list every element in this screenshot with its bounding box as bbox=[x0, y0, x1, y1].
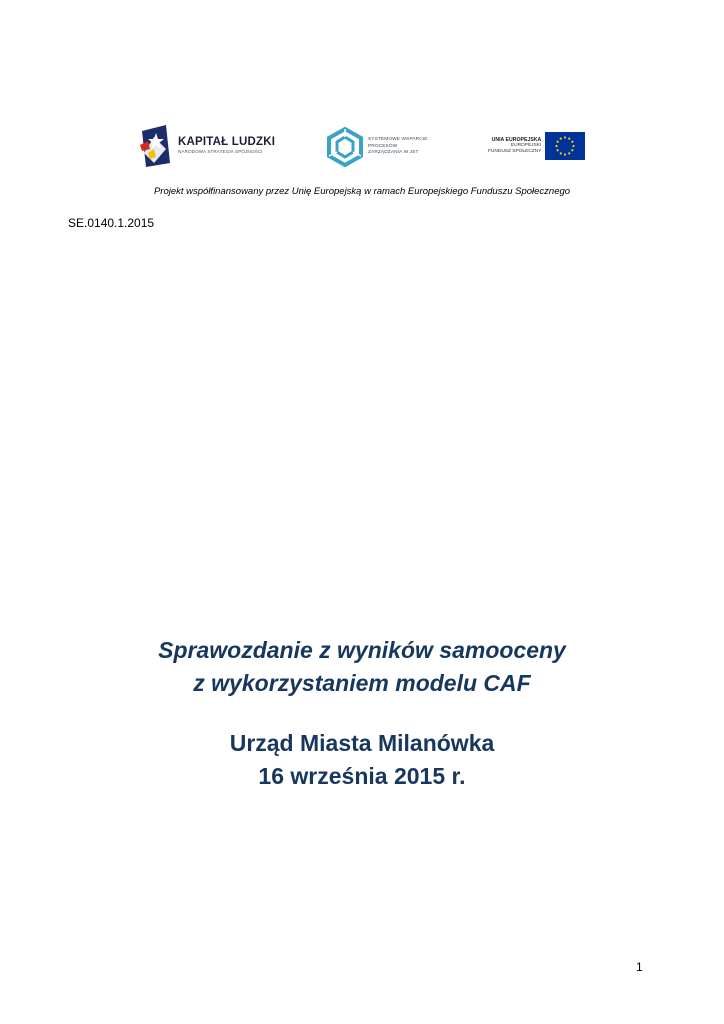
document-date: 16 września 2015 r. bbox=[258, 763, 466, 789]
ue-line-3: FUNDUSZ SPOŁECZNY bbox=[488, 148, 542, 154]
cofinance-note: Projekt współfinansowany przez Unię Europejską w ramach Europejskiego Funduszu Społecznego bbox=[153, 186, 571, 197]
unia-europejska-logo bbox=[488, 131, 588, 161]
office-name: Urząd Miasta Milanówka bbox=[229, 730, 495, 756]
ue-line-2: EUROPEJSKI bbox=[510, 143, 542, 149]
sw-line-3: ZARZĄDZANIA W JST bbox=[368, 150, 419, 156]
kapital-ludzki-subtitle: NARODOWA STRATEGIA SPÓJNOŚCI bbox=[178, 149, 263, 155]
title-line-2: z wykorzystaniem modelu CAF bbox=[193, 670, 531, 696]
reference-number: SE.0140.1.2015 bbox=[68, 216, 155, 230]
page-number: 1 bbox=[636, 960, 643, 974]
systemowe-wsparcie-logo bbox=[326, 126, 446, 168]
title-line-1: Sprawozdanie z wyników samooceny bbox=[158, 637, 566, 663]
ue-title: UNIA EUROPEJSKA bbox=[491, 136, 542, 143]
sw-line-1: SYSTEMOWE WSPARCIE bbox=[368, 137, 428, 143]
document-title bbox=[0, 634, 724, 700]
kapital-ludzki-logo bbox=[140, 122, 280, 170]
sw-line-2: PROCESÓW bbox=[368, 143, 398, 149]
kapital-ludzki-title: KAPITAŁ LUDZKI bbox=[178, 135, 276, 148]
hexagon-icon bbox=[326, 127, 364, 167]
document-subtitle bbox=[0, 727, 724, 793]
kapital-ludzki-star-icon bbox=[140, 123, 174, 169]
eu-flag-icon bbox=[545, 132, 585, 160]
